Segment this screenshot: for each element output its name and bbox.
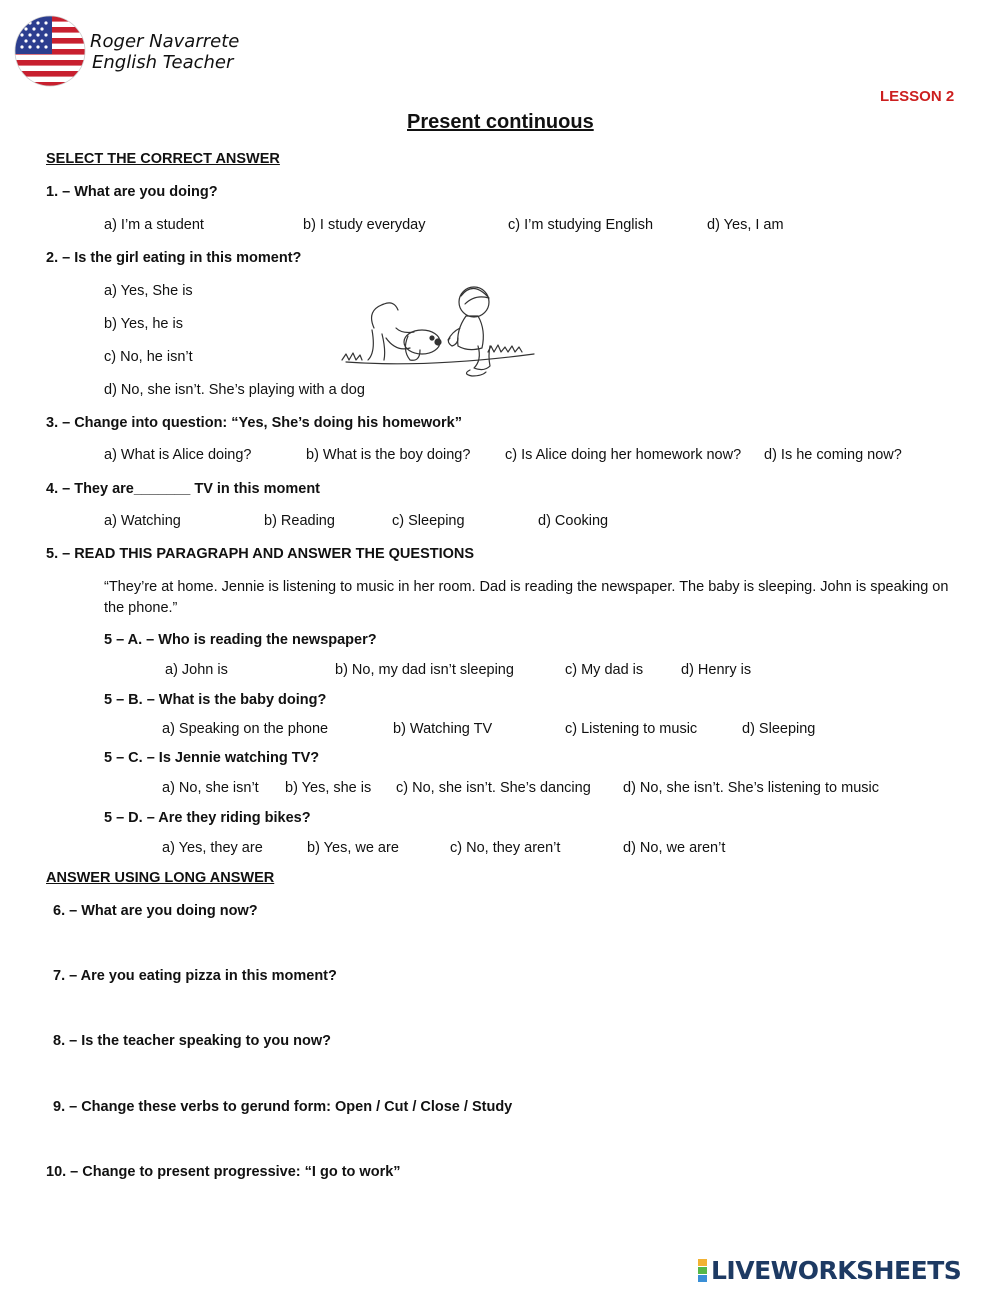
option-5b-c[interactable]: c) Listening to music [565, 721, 698, 737]
option-2d[interactable]: d) No, she isn’t. She’s playing with a dog [104, 382, 365, 398]
page-title: Present continuous [407, 111, 594, 133]
liveworksheets-brand: LIVEWORKSHEETS [711, 1255, 962, 1285]
question-5: 5. – READ THIS PARAGRAPH AND ANSWER THE QUESTIONS [46, 546, 475, 562]
option-5a-a[interactable]: a) John is [165, 662, 228, 678]
question-3: 3. – Change into question: “Yes, She’s doing his homework” [46, 415, 462, 431]
section-heading: SELECT THE CORRECT ANSWER [46, 151, 280, 167]
option-4c[interactable]: c) Sleeping [392, 513, 465, 529]
option-2a[interactable]: a) Yes, She is [104, 283, 193, 299]
option-4d[interactable]: d) Cooking [538, 513, 609, 529]
option-1c[interactable]: c) I’m studying English [508, 217, 654, 233]
option-2b[interactable]: b) Yes, he is [104, 316, 183, 332]
option-5c-d[interactable]: d) No, she isn’t. She’s listening to music [623, 780, 880, 796]
option-5a-b[interactable]: b) No, my dad isn’t sleeping [335, 662, 514, 678]
question-6: 6. – What are you doing now? [53, 903, 258, 919]
question-8: 8. – Is the teacher speaking to you now? [53, 1033, 331, 1049]
question-5a: 5 – A. – Who is reading the newspaper? [104, 632, 377, 648]
question-5d: 5 – D. – Are they riding bikes? [104, 810, 311, 826]
lesson-label: LESSON 2 [880, 88, 955, 105]
reading-paragraph: “They’re at home. Jennie is listening to music in her room. Dad is reading the newspaper. The baby is sleeping. John is speaking on the phone.” [104, 579, 949, 616]
option-2c[interactable]: c) No, he isn’t [104, 349, 193, 365]
liveworksheets-squares-icon [698, 1259, 707, 1282]
question-4: 4. – They are_______ TV in this moment [46, 481, 321, 497]
option-3d[interactable]: d) Is he coming now? [764, 447, 902, 463]
question-10: 10. – Change to present progressive: “I go to work” [46, 1164, 401, 1180]
question-2: 2. – Is the girl eating in this moment? [46, 250, 302, 266]
liveworksheets-logo [698, 1256, 961, 1284]
question-1: 1. – What are you doing? [46, 184, 218, 200]
option-1b[interactable]: b) I study everyday [303, 217, 426, 233]
option-5b-a[interactable]: a) Speaking on the phone [162, 721, 329, 737]
option-3b[interactable]: b) What is the boy doing? [306, 447, 471, 463]
question-9: 9. – Change these verbs to gerund form: Open / Cut / Close / Study [53, 1099, 513, 1115]
option-5c-c[interactable]: c) No, she isn’t. She’s dancing [396, 780, 591, 796]
option-5d-d[interactable]: d) No, we aren’t [623, 840, 726, 856]
option-1a[interactable]: a) I’m a student [104, 217, 204, 233]
option-5c-a[interactable]: a) No, she isn’t [162, 780, 259, 796]
option-5d-c[interactable]: c) No, they aren’t [450, 840, 561, 856]
option-3a[interactable]: a) What is Alice doing? [104, 447, 252, 463]
question-7: 7. – Are you eating pizza in this moment? [53, 968, 337, 984]
option-5a-d[interactable]: d) Henry is [681, 662, 752, 678]
section-heading-long-answer: ANSWER USING LONG ANSWER [46, 870, 275, 886]
question-5b: 5 – B. – What is the baby doing? [104, 692, 327, 708]
question-5c: 5 – C. – Is Jennie watching TV? [104, 750, 320, 766]
option-4a[interactable]: a) Watching [104, 513, 181, 529]
option-5d-a[interactable]: a) Yes, they are [162, 840, 263, 856]
option-5b-b[interactable]: b) Watching TV [393, 721, 493, 737]
option-5b-d[interactable]: d) Sleeping [742, 721, 816, 737]
option-1d[interactable]: d) Yes, I am [707, 217, 784, 233]
author-role: English Teacher [92, 52, 234, 73]
usa-flag-logo [14, 14, 86, 88]
girl-playing-with-dog-illustration [338, 278, 538, 378]
author-name: Roger Navarrete [90, 31, 240, 52]
option-5c-b[interactable]: b) Yes, she is [285, 780, 372, 796]
option-5a-c[interactable]: c) My dad is [565, 662, 644, 678]
option-5d-b[interactable]: b) Yes, we are [307, 840, 399, 856]
option-4b[interactable]: b) Reading [264, 513, 335, 529]
option-3c[interactable]: c) Is Alice doing her homework now? [505, 447, 742, 463]
